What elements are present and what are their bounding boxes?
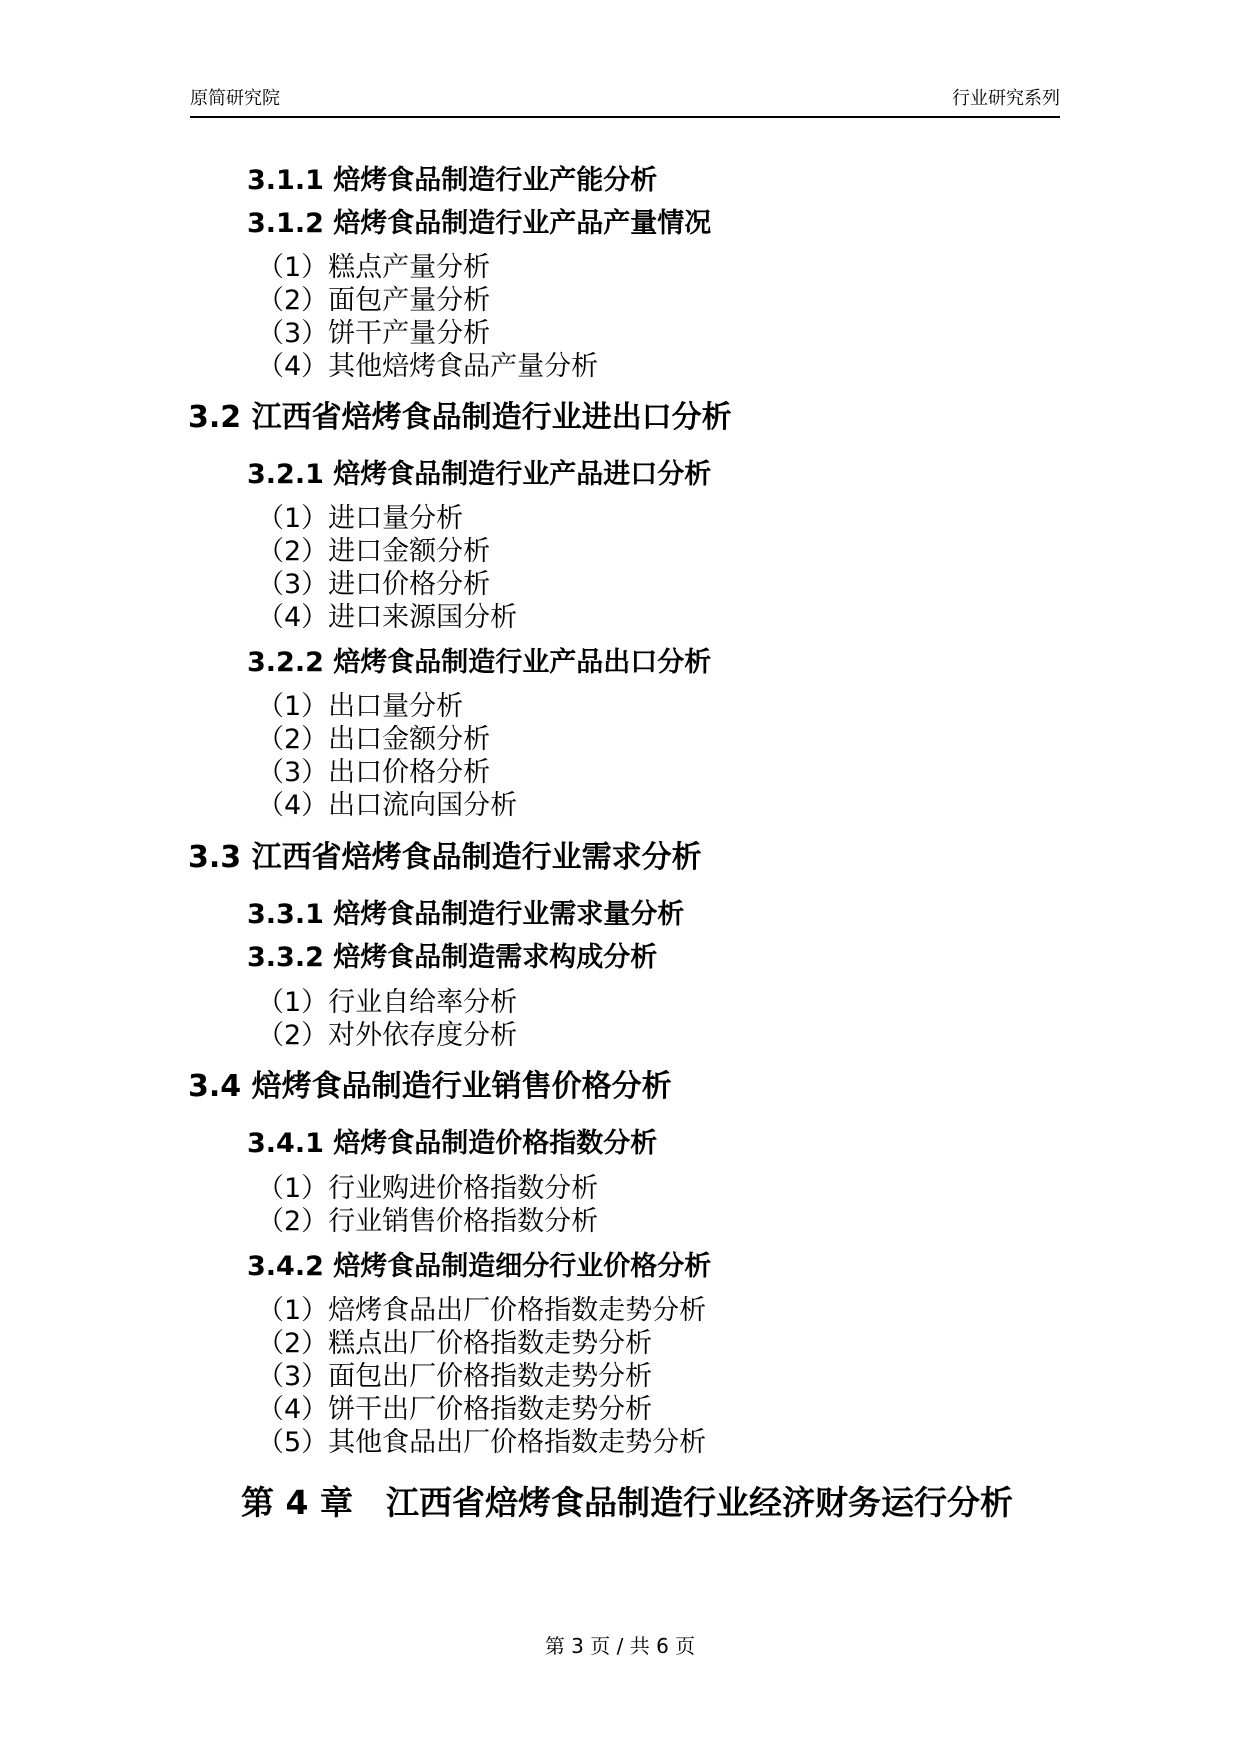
toc-item: （2）进口金额分析 xyxy=(257,536,491,567)
toc-item: （2）面包产量分析 xyxy=(257,285,491,316)
header-org-name: 原简研究院 xyxy=(190,88,280,109)
toc-item: （3）饼干产量分析 xyxy=(257,318,491,349)
toc-heading-3-2: 3.2 江西省焙烤食品制造行业进出口分析 xyxy=(188,400,732,435)
toc-heading-3-4-1: 3.4.1 焙烤食品制造价格指数分析 xyxy=(247,1128,658,1159)
toc-heading-3-3: 3.3 江西省焙烤食品制造行业需求分析 xyxy=(188,840,702,875)
toc-item: （3）面包出厂价格指数走势分析 xyxy=(257,1361,653,1392)
toc-item: （2）行业销售价格指数分析 xyxy=(257,1206,599,1237)
header-series-name: 行业研究系列 xyxy=(952,88,1060,109)
toc-item: （4）饼干出厂价格指数走势分析 xyxy=(257,1394,653,1425)
toc-item: （1）焙烤食品出厂价格指数走势分析 xyxy=(257,1295,707,1326)
toc-heading-3-4-2: 3.4.2 焙烤食品制造细分行业价格分析 xyxy=(247,1251,712,1282)
page-number: 第 3 页 / 共 6 页 xyxy=(544,1634,696,1658)
toc-item: （2）糕点出厂价格指数走势分析 xyxy=(257,1328,653,1359)
toc-heading-3-2-1: 3.2.1 焙烤食品制造行业产品进口分析 xyxy=(247,459,712,490)
toc-item: （4）出口流向国分析 xyxy=(257,790,518,821)
toc-item: （5）其他食品出厂价格指数走势分析 xyxy=(257,1427,707,1458)
toc-item: （1）进口量分析 xyxy=(257,503,464,534)
toc-item: （3）出口价格分析 xyxy=(257,757,491,788)
toc-item: （4）进口来源国分析 xyxy=(257,602,518,633)
toc-item: （1）行业购进价格指数分析 xyxy=(257,1173,599,1204)
toc-item: （1）行业自给率分析 xyxy=(257,987,518,1018)
toc-item: （1）出口量分析 xyxy=(257,691,464,722)
toc-chapter-4: 第 4 章 江西省焙烤食品制造行业经济财务运行分析 xyxy=(241,1483,1013,1522)
toc-item: （2）对外依存度分析 xyxy=(257,1020,518,1051)
toc-heading-3-2-2: 3.2.2 焙烤食品制造行业产品出口分析 xyxy=(247,647,712,678)
toc-heading-3-1-2: 3.1.2 焙烤食品制造行业产品产量情况 xyxy=(247,208,712,239)
toc-heading-3-3-1: 3.3.1 焙烤食品制造行业需求量分析 xyxy=(247,899,685,930)
toc-heading-3-1-1: 3.1.1 焙烤食品制造行业产能分析 xyxy=(247,165,658,196)
toc-heading-3-3-2: 3.3.2 焙烤食品制造需求构成分析 xyxy=(247,942,658,973)
toc-item: （1）糕点产量分析 xyxy=(257,252,491,283)
toc-heading-3-4: 3.4 焙烤食品制造行业销售价格分析 xyxy=(188,1069,672,1104)
toc-item: （3）进口价格分析 xyxy=(257,569,491,600)
toc-item: （4）其他焙烤食品产量分析 xyxy=(257,351,599,382)
toc-item: （2）出口金额分析 xyxy=(257,724,491,755)
